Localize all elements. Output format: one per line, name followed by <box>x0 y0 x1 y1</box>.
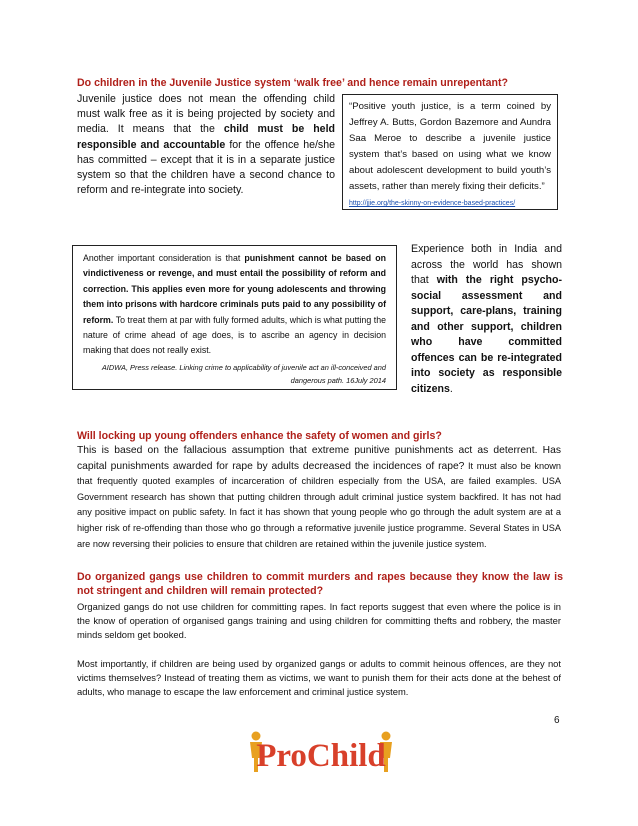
gangs-paragraph-2: Most importantly, if children are being used by organized gangs or adults to commit heinous offences, are they not victims themselves? Instead of treating them as victims, we want to punish them for their acts done at the behest of adults, who manage to escape the law enforcement and criminal justice system. <box>77 658 561 697</box>
text-run: Experience both in India and across the world has shown that <box>411 243 562 286</box>
text-run-bold: punishment cannot be based on vindictiveness or revenge, and must entail the possibility of reform and correction. This applies even more for young adolescents and throwing them into prisons with hardcore criminals puts paid to any possibility of reform. <box>83 253 386 325</box>
text-run-bold: child must be held responsible and accountable <box>77 123 335 151</box>
quote-source-link[interactable]: http://jjie.org/the-skinny-on-evidence-based-practices/ <box>349 200 516 207</box>
safety-paragraph <box>77 444 561 552</box>
quote-box-aidwa <box>72 245 397 390</box>
text-run: To treat them at par with fully formed adults, which is what putting the nature of crime ahead of age does, is to ascribe an agency in decision making that does not really exist. <box>83 314 386 356</box>
walk-free-paragraph <box>77 92 335 198</box>
section-heading-safety: Will locking up young offenders enhance the safety of women and girls? <box>77 430 442 442</box>
prochild-logo <box>246 728 396 776</box>
section-heading-walk-free: Do children in the Juvenile Justice system ‘walk free’ and hence remain unrepentant? <box>77 77 508 89</box>
text-run: Juvenile justice does not mean the offending child must walk free as it is being projected by society and media. It means that the <box>77 93 335 136</box>
text-run-small: It must also be known that frequently quoted examples of incarceration of children especially from the USA, are failed examples. USA Government research has shown that putting children through adult criminal justice system backfired. It has not had any positive impact on public safety. In fact it has shown that young people who go through the adult system are at a higher risk of re-offending than those who go through a reformative juvenile justice programme. Several States in USA are now reversing their policies to ensure that children are retained within the juvenile justice system. <box>77 460 561 549</box>
logo-wordmark: ProChild <box>256 738 386 774</box>
section-heading-organized-gangs: Do organized gangs use children to commit murders and rapes because they know the law is not stringent and children will remain protected? <box>77 571 563 597</box>
quote-box-positive-youth-justice <box>342 94 558 210</box>
quote-text: “Positive youth justice, is a term coined by Jeffrey A. Butts, Gordon Bazemore and Aundra Saa Meroe to describe a juvenile justice system that’s based on using what we know about adolescent development to build youth’s assets, rather than merely fixing their deficits.” <box>349 101 551 192</box>
text-run: for the offence he/she has committed – except that it is in a separate justice system so that the children have a second chance to reform and re-integrate into society. <box>77 138 336 197</box>
page-number: 6 <box>554 715 560 726</box>
aidwa-quote-text <box>83 251 386 359</box>
text-run: This is based on the fallacious assumption that extreme punitive punishments act as deterrent. Has capital punishments awarded for rape by adults decreased the incidences of rape? <box>77 445 561 472</box>
experience-paragraph <box>411 242 562 397</box>
gangs-paragraph-1: Organized gangs do not use children for committing rapes. In fact reports suggest that even where the police is in the know of operation of organised gangs training and using children for committing thefts and robbery, the master minds seldom get booked. <box>77 601 561 640</box>
text-run: . <box>449 382 453 395</box>
text-run-bold: with the right psycho-social assessment and support, care-plans, training and other support, children who have committed offences can be re-integrated into society as responsible citizens <box>411 274 562 395</box>
text-run: Another important consideration is that <box>83 253 245 263</box>
aidwa-citation: AIDWA, Press release. Linking crime to applicability of juvenile act an ill-conceived and dangerous path. 16July 2014 <box>101 362 386 385</box>
prochild-logo-graphic <box>246 728 396 776</box>
